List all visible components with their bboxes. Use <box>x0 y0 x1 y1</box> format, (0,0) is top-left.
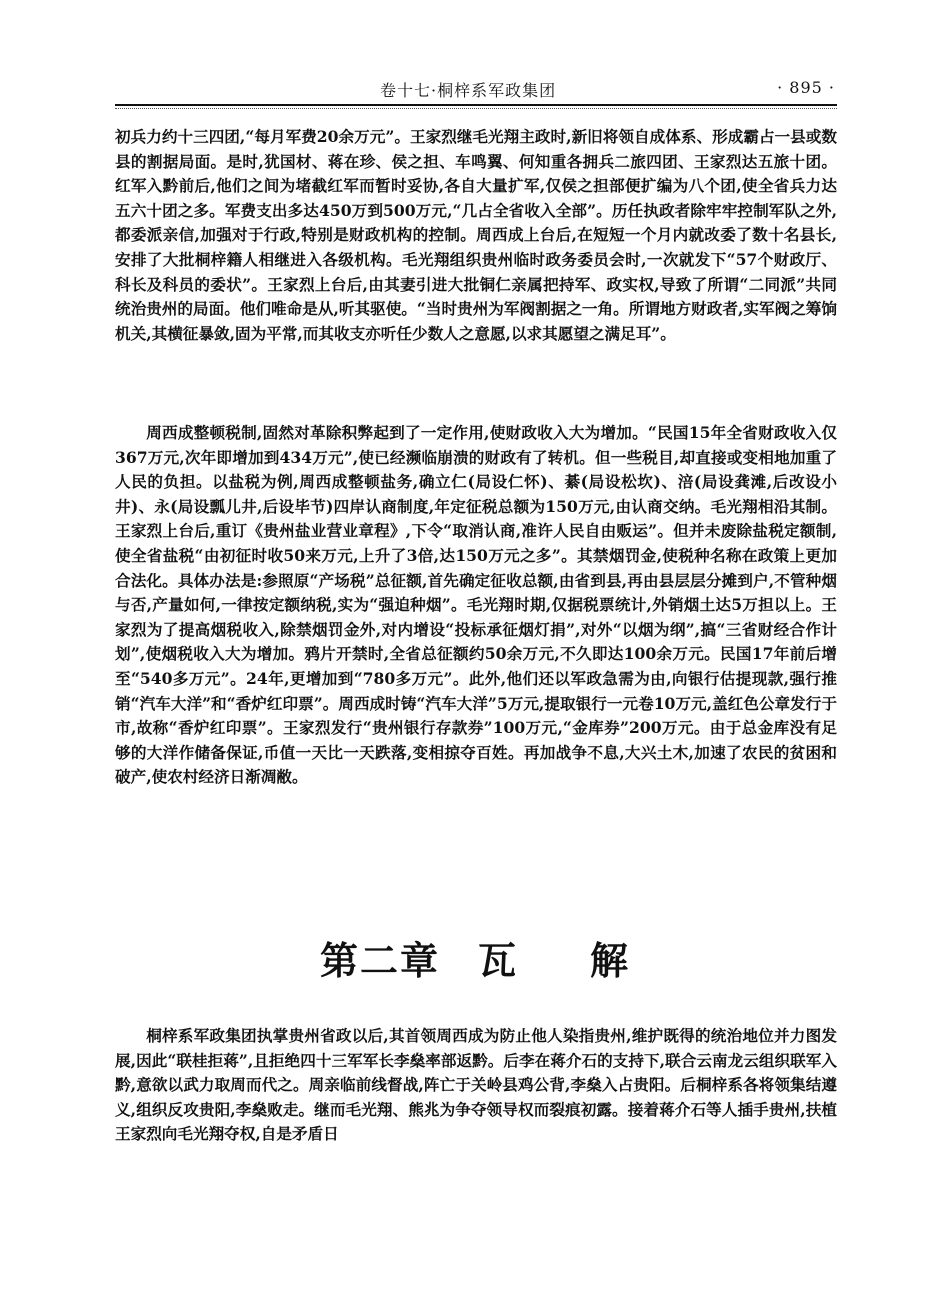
text-block-chapter-intro <box>115 1024 837 1147</box>
running-header-title: 卷十七·桐梓系军政集团 <box>380 81 557 100</box>
page-number: · 895 · <box>777 78 835 97</box>
chapter-title-char-2: 解 <box>590 938 631 983</box>
chapter-title-char-1: 瓦 <box>477 938 518 983</box>
paragraph: 桐梓系军政集团执掌贵州省政以后,其首领周西成为防止他人染指贵州,维护既得的统治地位并力图发展,因此“联桂拒蒋”,且拒绝四十三军军长李燊率部返黔。后李在蒋介石的支持下,联合云南龙云组织联军入黔,意欲以武力取周而代之。周亲临前线督战,阵亡于关岭县鸡公背,李燊入占贵阳。后桐梓系各将领集结遵义,组织反攻贵阳,李燊败走。继而毛光翔、熊兆为争夺领导权而裂痕初露。接着蒋介石等人插手贵州,扶植王家烈向毛光翔夺权,自是矛盾日 <box>115 1026 837 1144</box>
header-rule <box>115 104 837 106</box>
paragraph: 周西成整顿税制,固然对革除积弊起到了一定作用,使财政收入大为增加。“民国15年全省财政收入仅367万元,次年即增加到434万元”,使已经濒临崩溃的财政有了转机。但一些税目,却直接或变相地加重了人民的负担。以盐税为例,周西成整顿盐务,确立仁(局设仁怀)、綦(局设松坎)、涪(局设龚滩,后改设小井)、永(局设瓢儿井,后设毕节)四岸认商制度,年定征税总额为150万元,由认商交纳。毛光翔相沿其制。王家烈上台后,重订《贵州盐业营业章程》,下令“取消认商,准许人民自由贩运”。但并未废除盐税定额制,使全省盐税“由初征时收50来万元,上升了3倍,达150万元之多”。其禁烟罚金,使税种名称在政策上更加合法化。具体办法是:参照原“产场税”总征额,首先确定征收总额,由省到县,再由县层层分摊到户,不管种烟与否,产量如何,一律按定额纳税,实为“强迫种烟”。毛光翔时期,仅据税票统计,外销烟土达5万担以上。王家烈为了提高烟税收入,除禁烟罚金外,对内增设“投标承征烟灯捐”,对外“以烟为纲”,搞“三省财经合作计划”,使烟税收入大为增加。鸦片开禁时,全省总征额约50余万元,不久即达100余万元。民国17年前后增至“540多万元”。24年,更增加到“780多万元”。此外,他们还以军政急需为由,向银行估提现款,强行推销“汽车大洋”和“香炉红印票”。周西成时铸“汽车大洋”5万元,提取银行一元卷10万元,盖红色公章发行于市,故称“香炉红印票”。王家烈发行“贵州银行存款券”100万元,“金库券”200万元。由于总金库没有足够的大洋作储备保证,币值一天比一天跌落,变相掠夺百姓。再加战争不息,大兴土木,加速了农民的贫困和破产,使农村经济日渐凋敝。 <box>115 423 837 787</box>
text-block-top <box>115 125 837 346</box>
paragraph: 初兵力约十三四团,“每月军费20余万元”。王家烈继毛光翔主政时,新旧将领自成体系、形成霸占一县或数县的割据局面。是时,犹国材、蒋在珍、侯之担、车鸣翼、何知重各拥兵二旅四团、王家烈达五旅十团。红军入黔前后,他们之间为堵截红军而暂时妥协,各自大量扩军,仅侯之担部便扩编为八个团,使全省兵力达五六十团之多。军费支出多达450万到500万元,“几占全省收入全部”。历任执政者除牢牢控制军队之外,都委派亲信,加强对于行政,特别是财政机构的控制。周西成上台后,在短短一个月内就改委了数十名县长,安排了大批桐梓籍人相继进入各级机构。毛光翔组织贵州临时政务委员会时,一次就发下“57个财政厅、科长及科员的委状”。王家烈上台后,由其妻引进大批铜仁亲属把持军、政实权,导致了所谓“二同派”共同统治贵州的局面。他们唯命是从,听其驱使。“当时贵州为军阀割据之一角。所谓地方财政者,实军阀之筹饷机关,其横征暴敛,固为平常,而其收支亦听任少数人之意愿,以求其愿望之满足耳”。 <box>115 127 837 343</box>
chapter-number: 第二章 <box>319 938 440 983</box>
running-header <box>115 74 835 102</box>
header-rule-dotted <box>115 108 837 109</box>
text-block-middle <box>115 421 837 790</box>
chapter-title <box>0 930 950 985</box>
